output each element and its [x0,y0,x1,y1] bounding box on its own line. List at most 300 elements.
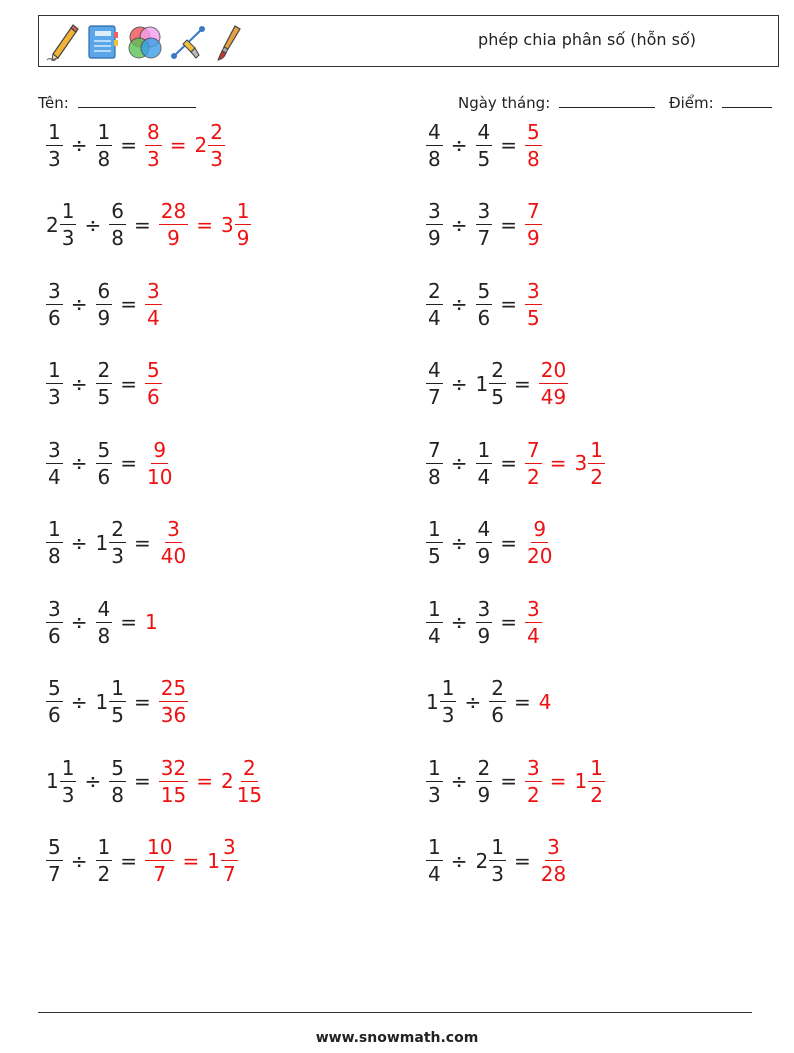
numerator: 9 [153,437,167,462]
denominator: 8 [97,146,111,171]
numerator: 28 [160,199,187,223]
numerator: 3 [428,199,441,223]
fraction [46,360,63,407]
answer [539,837,568,884]
denominator: 4 [147,305,160,330]
fraction [208,119,225,171]
denominator: 6 [477,305,491,330]
problem-17 [46,751,264,811]
answer-value [574,437,605,489]
divisor [109,755,126,807]
denominator: 9 [477,544,491,568]
numerator: 3 [477,199,491,223]
equals-sign: = [169,133,187,157]
equals-sign: = [120,292,137,316]
denominator: 9 [527,226,540,250]
denominator: 49 [540,385,567,409]
fraction [476,437,493,489]
problem-20 [426,831,568,891]
denominator: 5 [97,385,111,409]
numerator: 1 [428,835,441,859]
numerator: 7 [527,199,540,223]
answer-value [539,360,568,407]
whole-number: 1 [574,769,588,793]
equals-sign: = [133,212,151,237]
fraction [159,678,188,725]
whole-number: 3 [220,212,234,237]
numerator: 1 [97,835,111,859]
dividend [426,278,443,330]
equals-sign: = [120,133,137,157]
denominator: 3 [48,146,61,171]
denominator: 15 [236,782,263,807]
dividend [426,678,456,725]
numerator: 1 [477,437,491,462]
answer-value [145,278,162,330]
equals-sign: = [513,848,531,873]
denominator: 8 [97,623,111,648]
divide-sign: ÷ [70,133,88,157]
whole-number: 4 [538,689,552,714]
denominator: 8 [111,226,124,250]
numerator: 1 [111,676,124,700]
fraction [159,519,188,566]
fraction [46,278,63,330]
fraction [60,201,77,248]
answer [525,278,542,330]
answer [145,278,162,330]
problem-15 [46,672,188,732]
answer [525,755,605,807]
footer-divider [38,1012,752,1013]
dividend [46,678,63,725]
equals-sign: = [120,848,137,873]
worksheet-title: phép chia phân số (hỗn số) [478,30,696,49]
answer [159,678,188,725]
equals-sign: = [196,769,213,793]
problem-5 [46,274,162,334]
problem-7 [46,354,162,414]
divide-sign: ÷ [450,610,468,634]
divisor [476,755,493,807]
fraction [145,278,162,330]
denominator: 3 [61,226,75,250]
whole-number: 2 [475,848,489,873]
numerator: 1 [61,199,75,223]
numerator: 3 [222,835,236,859]
fraction [159,201,188,248]
dividend [46,278,63,330]
divide-sign: ÷ [70,848,88,873]
numerator: 1 [428,517,441,541]
numerator: 1 [428,755,441,780]
fraction [440,678,457,725]
denominator: 2 [590,782,603,807]
fraction [426,837,443,884]
equals-sign: = [196,212,213,237]
numerator: 3 [48,596,61,621]
dividend [46,437,63,489]
denominator: 3 [111,544,124,568]
dividend [426,437,443,489]
denominator: 5 [111,703,124,727]
denominator: 4 [48,464,61,489]
fraction [46,678,63,725]
numerator: 1 [48,119,61,144]
answer [525,596,542,648]
denominator: 9 [477,623,491,648]
answer-value [159,755,188,807]
denominator: 8 [428,464,441,489]
numerator: 4 [428,358,441,382]
equals-sign: = [500,292,517,316]
numerator: 25 [160,676,187,700]
fraction [426,201,443,248]
dividend [426,119,443,171]
denominator: 40 [160,544,187,568]
name-label: Tên: [38,94,69,112]
divide-sign: ÷ [70,292,88,316]
denominator: 6 [491,703,504,727]
fraction [96,596,113,648]
fraction [476,755,493,807]
denominator: 8 [428,146,441,171]
denominator: 6 [48,623,61,648]
divide-sign: ÷ [450,769,468,793]
problem-4 [426,195,542,255]
denominator: 6 [48,305,61,330]
divisor [96,278,113,330]
divide-sign: ÷ [70,451,88,475]
numerator: 1 [441,676,455,700]
divide-sign: ÷ [464,689,482,714]
fraction [476,278,493,330]
answer-value [574,755,605,807]
divide-sign: ÷ [450,371,468,396]
footer-url: www.snowmath.com [315,1030,479,1046]
whole-number: 2 [194,133,208,157]
equals-sign: = [513,689,531,714]
fraction [46,837,63,884]
denominator: 8 [111,782,124,807]
equals-sign: = [500,133,517,157]
dividend [46,119,63,171]
fraction [426,437,443,489]
fraction [235,755,264,807]
equals-sign: = [133,769,151,793]
numerator: 5 [48,835,61,859]
numerator: 5 [97,437,111,462]
numerator: 4 [477,119,491,144]
denominator: 3 [210,146,223,171]
numerator: 2 [111,517,124,541]
denominator: 7 [222,862,236,886]
numerator: 2 [477,755,491,780]
problem-9 [46,433,174,493]
answer-value [539,837,568,884]
fraction [145,360,162,407]
denominator: 9 [97,305,111,330]
fraction [46,519,63,566]
numerator: 3 [48,437,61,462]
fraction [235,201,252,248]
numerator: 1 [97,119,111,144]
answer-value [207,837,237,884]
divisor [476,437,493,489]
fraction [476,596,493,648]
denominator: 3 [491,862,504,886]
fraction [145,437,174,489]
fraction [588,755,605,807]
numerator: 5 [48,676,61,700]
divisor [96,360,113,407]
denominator: 7 [428,385,441,409]
fraction [426,360,443,407]
denominator: 2 [527,464,540,489]
fraction [109,678,126,725]
answer [525,201,542,248]
fraction [489,678,506,725]
divide-sign: ÷ [450,530,468,555]
fraction [525,119,542,171]
whole-number: 1 [475,371,489,396]
dividend [426,596,443,648]
denominator: 7 [48,862,61,886]
fraction [525,437,542,489]
numerator: 2 [97,358,111,382]
dividend [426,837,443,884]
answer-value [145,360,162,407]
denominator: 4 [428,623,441,648]
divide-sign: ÷ [70,610,88,634]
fraction [96,278,113,330]
fraction [525,278,542,330]
fraction [109,755,126,807]
problem-1 [46,115,225,175]
dividend [46,360,63,407]
numerator: 3 [48,278,61,303]
denominator: 5 [527,305,540,330]
dividend [46,755,76,807]
answer-value [525,596,542,648]
answer [525,119,542,171]
dividend [426,519,443,566]
denominator: 4 [428,305,441,330]
fraction [159,755,188,807]
numerator: 3 [527,596,540,621]
numerator: 4 [477,517,491,541]
answer [539,360,568,407]
fraction [525,519,554,566]
dividend [46,837,63,884]
answer-value [221,201,251,248]
denominator: 5 [428,544,441,568]
fraction [221,837,238,884]
denominator: 5 [491,385,504,409]
divisor [489,678,506,725]
fraction [109,519,126,566]
numerator: 7 [527,437,540,462]
date-label: Ngày tháng: [458,94,551,112]
whole-number: 1 [145,610,158,634]
answer [539,690,553,714]
fraction [476,201,493,248]
problem-10 [426,433,605,493]
whole-number: 2 [46,212,59,237]
answer-value [145,610,159,634]
fraction [539,360,568,407]
fraction [109,201,126,248]
whole-number: 1 [426,689,439,714]
fraction [539,837,568,884]
denominator: 2 [590,464,603,489]
numerator: 8 [147,119,160,144]
problem-3 [46,195,251,255]
answer [145,610,159,634]
numerator: 2 [243,755,256,780]
fraction [145,119,162,171]
divisor [96,837,113,884]
denominator: 20 [527,544,553,568]
numerator: 2 [428,278,441,303]
divisor [476,837,506,884]
answer-value [525,119,542,171]
fraction [489,837,506,884]
denominator: 4 [477,464,491,489]
denominator: 3 [48,385,61,409]
divisor [96,437,113,489]
numerator: 4 [428,119,441,144]
fraction [426,755,443,807]
denominator: 5 [477,146,491,171]
equals-sign: = [500,769,517,793]
problem-6 [426,274,542,334]
denominator: 9 [236,226,250,250]
denominator: 7 [153,862,167,886]
fraction [96,360,113,407]
problem-16 [426,672,552,732]
numerator: 3 [527,755,540,780]
numerator: 5 [527,119,540,144]
numerator: 6 [111,199,124,223]
answer-value [159,678,188,725]
whole-number: 1 [95,689,109,714]
fraction [60,755,77,807]
numerator: 5 [111,755,124,780]
denominator: 2 [527,782,540,807]
numerator: 2 [210,119,223,144]
answer-value [159,519,188,566]
answer [525,519,554,566]
whole-number: 1 [95,530,109,555]
fraction [588,437,605,489]
numerator: 1 [48,517,61,541]
equals-sign: = [120,610,137,634]
denominator: 9 [428,226,441,250]
equals-sign: = [133,689,151,714]
dividend [46,201,76,248]
fraction [145,837,174,884]
answer-value [525,519,554,566]
divisor [476,119,493,171]
denominator: 9 [167,226,180,250]
numerator: 6 [97,278,111,303]
equals-sign: = [500,610,517,634]
equals-sign: = [500,212,517,237]
whole-number: 3 [574,451,588,475]
equals-sign: = [549,451,567,475]
numerator: 1 [428,596,441,621]
answer-value [159,201,188,248]
divisor [476,278,493,330]
fraction [525,201,542,248]
equals-sign: = [549,769,567,793]
equals-sign: = [120,371,137,396]
answer [159,519,188,566]
answer-value [525,437,542,489]
divide-sign: ÷ [450,848,468,873]
fraction [426,596,443,648]
divisor [476,596,493,648]
numerator: 3 [147,278,160,303]
numerator: 3 [167,517,180,541]
divide-sign: ÷ [70,371,88,396]
denominator: 8 [48,544,61,568]
divide-sign: ÷ [84,212,102,237]
equals-sign: = [500,451,517,475]
answer [145,119,225,171]
fraction [426,278,443,330]
numerator: 4 [97,596,111,621]
answer-value [539,690,553,714]
numerator: 2 [491,358,504,382]
answer [159,201,252,248]
answer-value [145,119,162,171]
denominator: 3 [147,146,160,171]
denominator: 9 [477,782,491,807]
answer-value [145,437,174,489]
fraction [96,119,113,171]
numerator: 9 [533,517,547,541]
divisor [476,360,506,407]
equals-sign: = [120,451,137,475]
fraction [476,519,493,566]
problem-14 [426,592,542,652]
numerator: 1 [491,835,504,859]
divisor [96,119,113,171]
fraction [46,437,63,489]
fraction [426,519,443,566]
fraction [426,119,443,171]
numerator: 5 [477,278,491,303]
denominator: 3 [441,703,455,727]
divide-sign: ÷ [450,212,468,237]
fraction [96,837,113,884]
answer [145,837,238,884]
equals-sign: = [182,848,200,873]
denominator: 6 [48,703,61,727]
numerator: 32 [160,755,187,780]
numerator: 1 [590,755,603,780]
numerator: 7 [428,437,441,462]
divide-sign: ÷ [450,451,468,475]
denominator: 6 [97,464,111,489]
denominator: 2 [97,862,111,886]
equals-sign: = [133,530,151,555]
fraction [46,119,63,171]
numerator: 20 [540,358,567,382]
dividend [46,519,63,566]
